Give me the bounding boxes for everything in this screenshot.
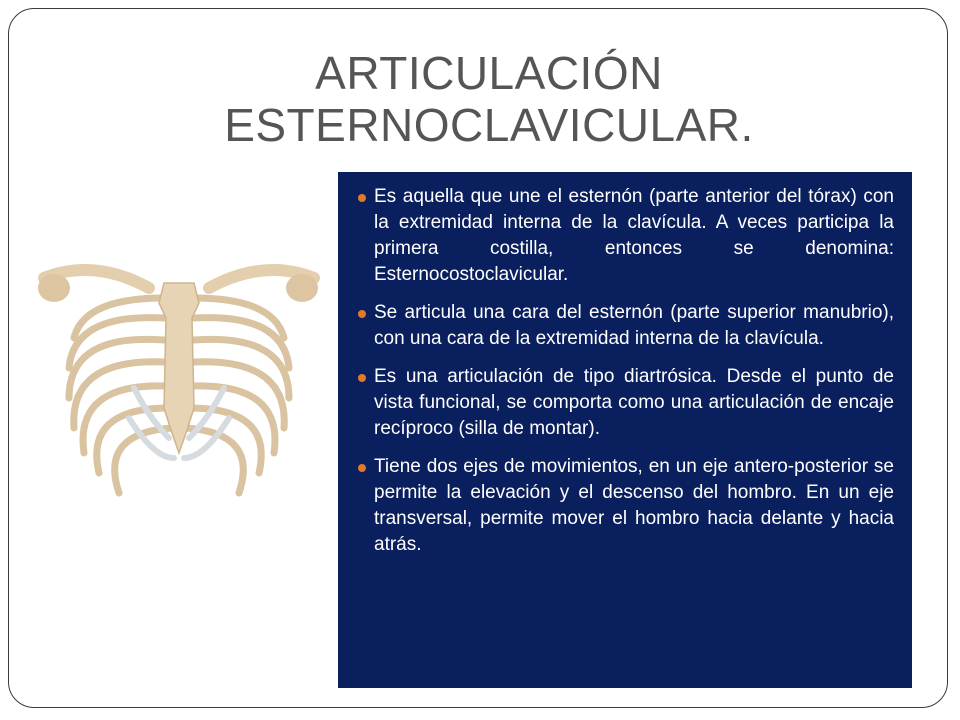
bullet-text: Es aquella que une el esternón (parte anterior del tórax) con la extremidad interna de la clavícula. A veces participa la primera costilla, entonces se denomina: Esternocostoclavicular. [374, 186, 894, 285]
thoracic-cage-illustration [34, 258, 324, 528]
bullet-dot-icon [358, 310, 366, 318]
bullet-list [358, 184, 894, 558]
list-item [358, 300, 894, 352]
title-line-1: ARTICULACIÓN [315, 47, 663, 99]
bullet-dot-icon [358, 374, 366, 382]
list-item [358, 364, 894, 442]
list-item [358, 184, 894, 288]
bullet-text: Se articula una cara del esternón (parte superior manubrio), con una cara de la extremidad interna de la clavícula. [374, 302, 894, 349]
slide-title [129, 47, 849, 151]
title-line-2: ESTERNOCLAVICULAR. [224, 99, 754, 151]
list-item [358, 454, 894, 558]
bullet-dot-icon [358, 464, 366, 472]
bullet-text: Tiene dos ejes de movimientos, en un eje antero-posterior se permite la elevación y el descenso del hombro. En un eje transversal, permite mover el hombro hacia delante y hacia atrás. [374, 456, 894, 555]
bullet-text: Es una articulación de tipo diartrósica. Desde el punto de vista funcional, se comporta como una articulación de encaje recíproco (silla de montar). [374, 366, 894, 439]
bullet-dot-icon [358, 194, 366, 202]
content-panel [338, 172, 912, 688]
